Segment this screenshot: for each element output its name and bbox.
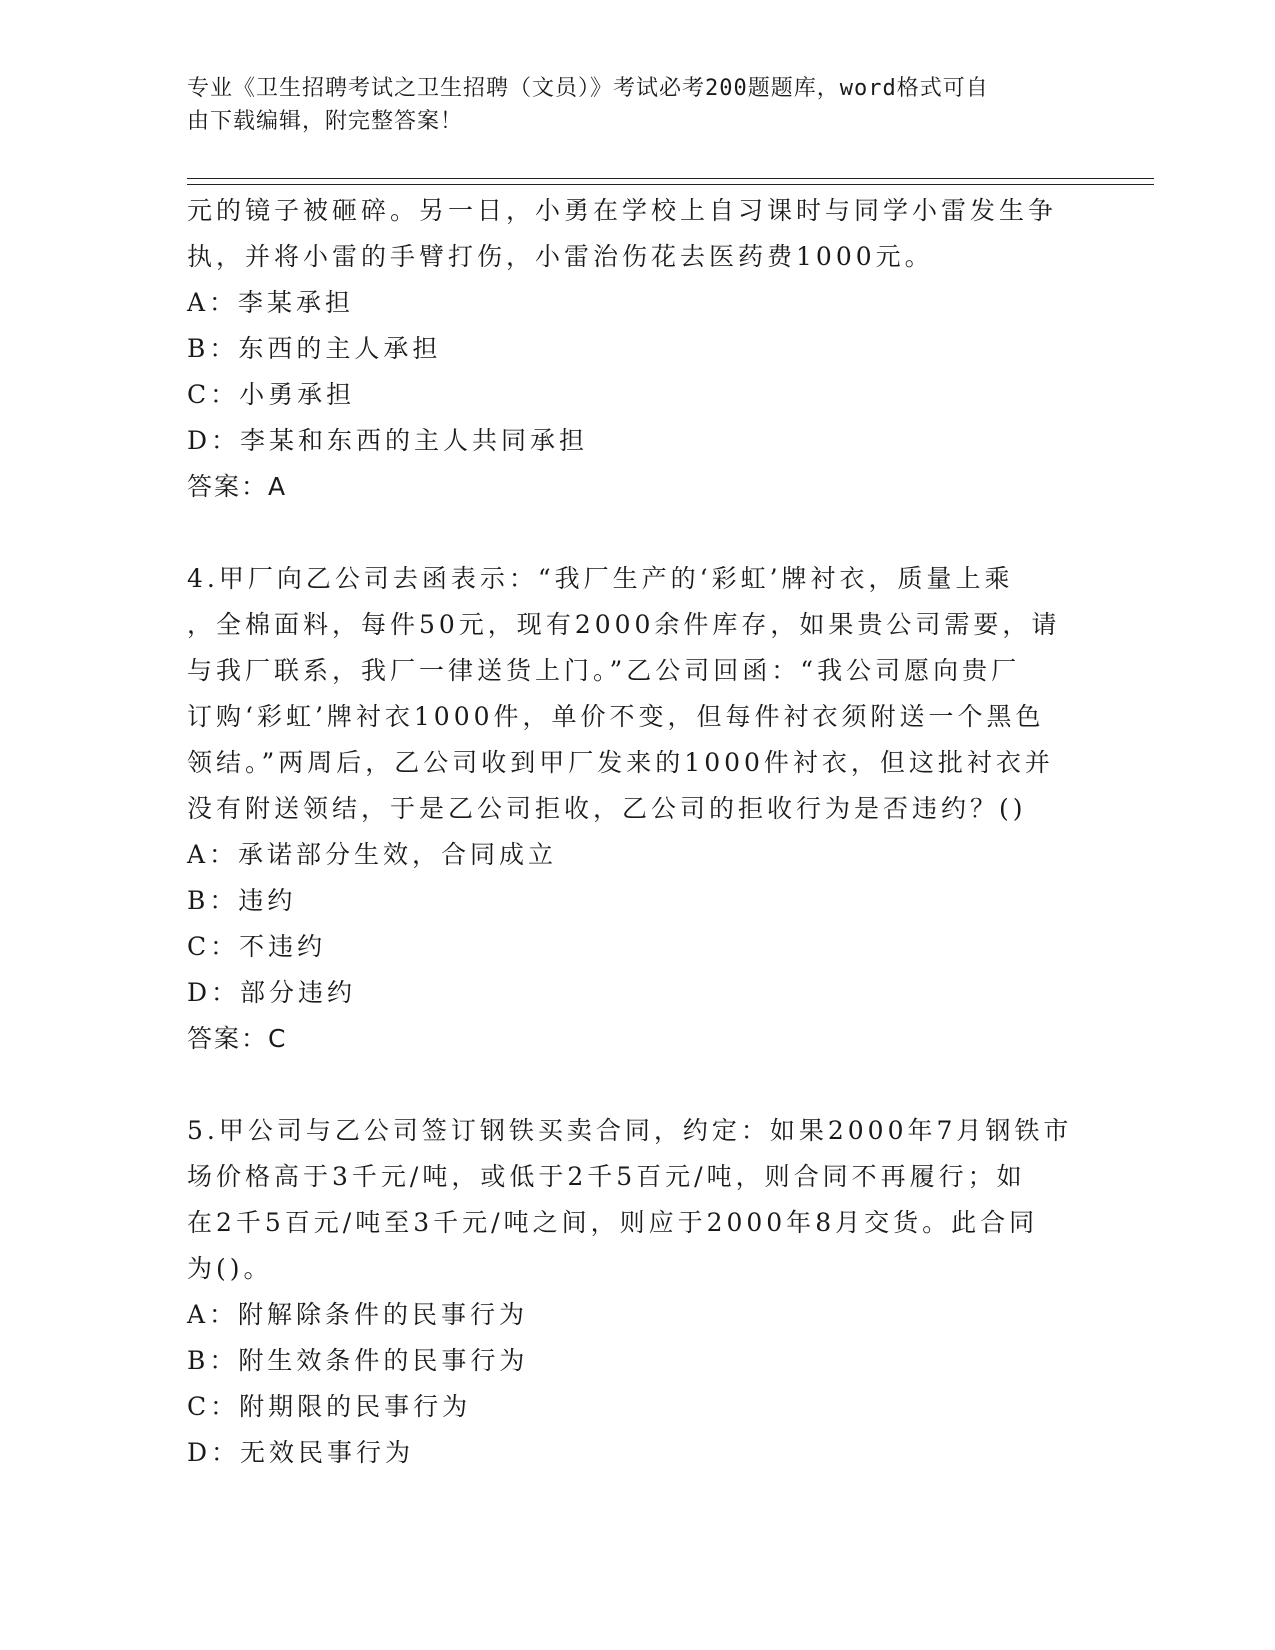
option-c: C：不违约 (187, 932, 327, 961)
section-gap (187, 1062, 1077, 1108)
answer-line: 答案：C (187, 1024, 288, 1053)
question-3 (187, 188, 1077, 510)
question-text-line: 在2千5百元/吨至3千元/吨之间，则应于2000年8月交货。此合同 (187, 1208, 1039, 1237)
option-b: B：东西的主人承担 (187, 334, 442, 363)
option-d: D：无效民事行为 (187, 1438, 415, 1467)
option-d: D：李某和东西的主人共同承担 (187, 426, 589, 455)
option-a: A：附解除条件的民事行为 (187, 1300, 529, 1329)
answer-line: 答案：A (187, 472, 288, 501)
header-line-1: 专业《卫生招聘考试之卫生招聘（文员）》考试必考200题题库，word格式可自 (187, 76, 989, 101)
question-text-line: 与我厂联系，我厂一律送货上门。”乙公司回函：“我公司愿向贵厂 (187, 656, 1021, 685)
option-c: C：小勇承担 (187, 380, 356, 409)
header-rule-top (187, 178, 1154, 179)
question-text-line: 5.甲公司与乙公司签订钢铁买卖合同，约定：如果2000年7月钢铁市 (187, 1116, 1073, 1145)
option-d: D：部分违约 (187, 978, 357, 1007)
option-b: B：附生效条件的民事行为 (187, 1346, 529, 1375)
question-4 (187, 556, 1077, 1062)
section-gap (187, 510, 1077, 556)
question-text-line: 领结。”两周后，乙公司收到甲厂发来的1000件衬衣，但这批衬衣并 (187, 748, 1054, 777)
document-body (187, 188, 1077, 1476)
question-text-line: 没有附送领结，于是乙公司拒收，乙公司的拒收行为是否违约？() (187, 794, 1027, 823)
question-text-line: 为()。 (187, 1254, 273, 1283)
document-header (187, 72, 1067, 138)
header-line-2: 由下载编辑，附完整答案！ (187, 109, 464, 134)
question-text-line: 执，并将小雷的手臂打伤，小雷治伤花去医药费1000元。 (187, 242, 934, 271)
question-text-line: 元的镜子被砸碎。另一日，小勇在学校上自习课时与同学小雷发生争 (187, 196, 1058, 225)
option-b: B：违约 (187, 886, 297, 915)
question-text-line: 4.甲厂向乙公司去函表示：“我厂生产的‘彩虹’牌衬衣，质量上乘 (187, 564, 1014, 593)
header-rule-bottom (187, 184, 1154, 185)
option-a: A：承诺部分生效，合同成立 (187, 840, 558, 869)
question-text-line: 场价格高于3千元/吨，或低于2千5百元/吨，则合同不再履行；如 (187, 1162, 1026, 1191)
option-a: A：李某承担 (187, 288, 355, 317)
question-5 (187, 1108, 1077, 1476)
question-text-line: ，全棉面料，每件50元，现有2000余件库存，如果贵公司需要，请 (187, 610, 1061, 639)
question-text-line: 订购‘彩虹’牌衬衣1000件，单价不变，但每件衬衣须附送一个黑色 (187, 702, 1045, 731)
option-c: C：附期限的民事行为 (187, 1392, 472, 1421)
